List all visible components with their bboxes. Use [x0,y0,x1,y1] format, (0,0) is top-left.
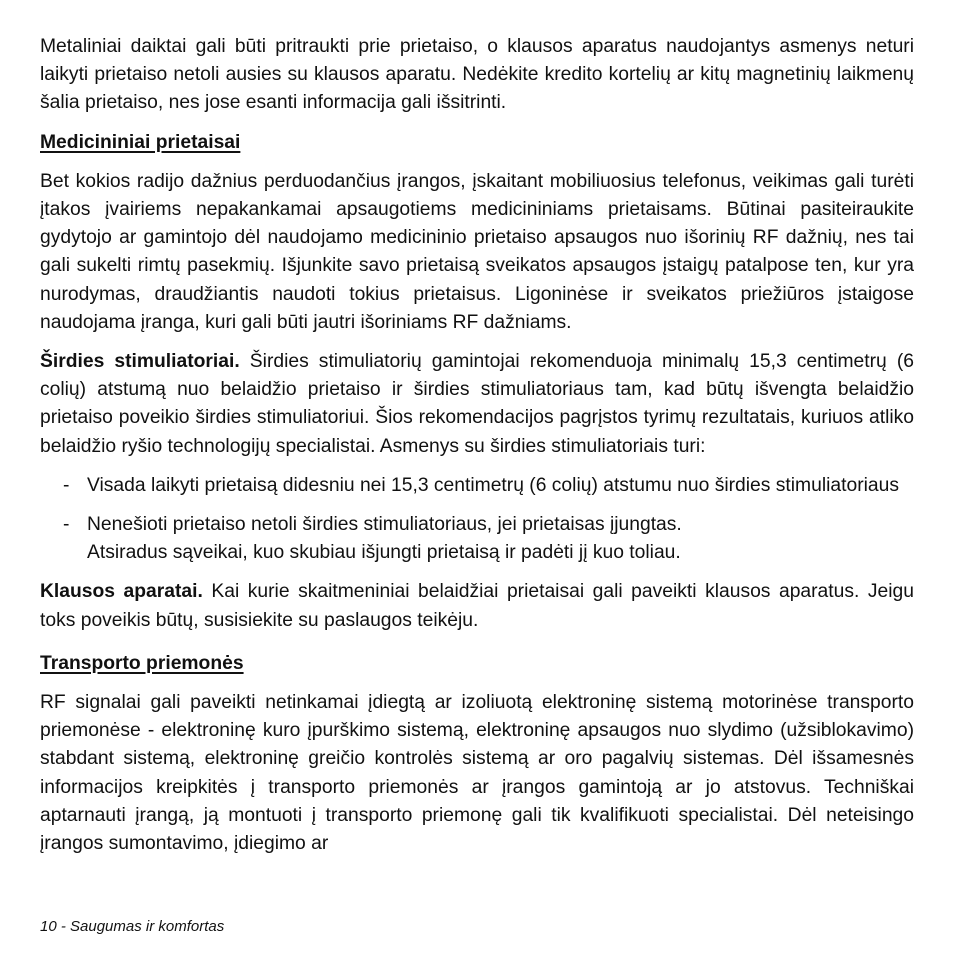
list-item-text: Visada laikyti prietaisą didesniu nei 15,3 centimetrų (6 colių) atstumu nuo širdies stimuliatoriaus [87,474,899,496]
list-item-text: Nenešioti prietaiso netoli širdies stimuliatoriaus, jei prietaisas įjungtas. [87,514,682,536]
medical-devices-paragraph: Bet kokios radijo dažnius perduodančius įrangos, įskaitant mobiliuosius telefonus, veikimas gali turėti įtakos įvairiems nepakankamai apsaugotiems medicininiams prietaisams. Būtinai pasiteiraukite gydytojo ar gamintojo dėl naudojamo medicininio prietaiso apsaugos nuo išorinių RF dažnių, nes tai gali sukelti rimtų pasekmių. Išjunkite savo prietaisą sveikatos apsaugos įstaigų patalpose ten, kur yra nurodymas, draudžiantis naudoti tokius prietaisus. Ligoninėse ir sveikatos priežiūros įstaigose naudojama įranga, kuri gali būti jautri išoriniams RF dažniams. [40,170,914,333]
pacemakers-lead: Širdies stimuliatoriai. [40,351,240,373]
page-footer: 10 - Saugumas ir komfortas [40,918,225,935]
pacemaker-advice-list [40,472,914,568]
vehicles-heading: Transporto priemonės [40,652,244,674]
pacemakers-paragraph [40,348,914,461]
hearing-aids-lead: Klausos aparatai. [40,581,203,603]
dash-marker: - [63,474,70,496]
document-page [40,33,914,858]
intro-paragraph: Metaliniai daiktai gali būti pritraukti prie prietaiso, o klausos aparatus naudojantys asmenys neturi laikyti prietaiso netoli ausies su klausos aparatu. Nedėkite kredito kortelių ar kitų magnetinių laikmenų šalia prietaiso, nes jose esanti informacija gali išsitrinti. [40,36,914,114]
list-item-text-continued: Atsiradus sąveikai, kuo skubiau išjungti prietaisą ir padėti jį kuo toliau. [87,542,681,564]
medical-devices-heading: Medicininiai prietaisai [40,131,241,153]
dash-marker: - [63,514,70,536]
list-item [40,472,914,500]
hearing-aids-paragraph [40,578,914,634]
vehicles-paragraph: RF signalai gali paveikti netinkamai įdiegtą ar izoliuotą elektroninę sistemą motorinėse transporto priemonėse - elektroninę kuro įpurškimo sistemą, elektroninę apsaugos nuo slydimo (užsiblokavimo) stabdant sistemą, elektroninę greičio kontrolės sistemą ar oro pagalvių sistemas. Dėl išsamesnės informacijos kreipkitės į transporto priemonės ar įrangos gamintoją ar jo atstovus. Techniškai aptarnauti įrangą, ją montuoti į transporto priemonę gali tik kvalifikuoti specialistai. Dėl neteisingo įrangos sumontavimo, įdiegimo ar [40,692,914,855]
pacemakers-body: Širdies stimuliatorių gamintojai rekomenduoja minimalų 15,3 centimetrų (6 colių) atstumą nuo belaidžio prietaiso ir širdies stimuliatoriaus tam, kad būtų išvengta belaidžio prietaiso poveikio širdies stimuliatoriui. Šios rekomendacijos pagrįstos tyrimų rezultatais, kuriuos atliko belaidžio ryšio technologijų specialistai. Asmenys su širdies stimuliatoriais turi: [40,351,914,457]
hearing-aids-body: Kai kurie skaitmeniniai belaidžiai prietaisai gali paveikti klausos aparatus. Jeigu toks poveikis būtų, susisiekite su paslaugos teikėju. [40,581,914,631]
list-item [40,511,914,567]
